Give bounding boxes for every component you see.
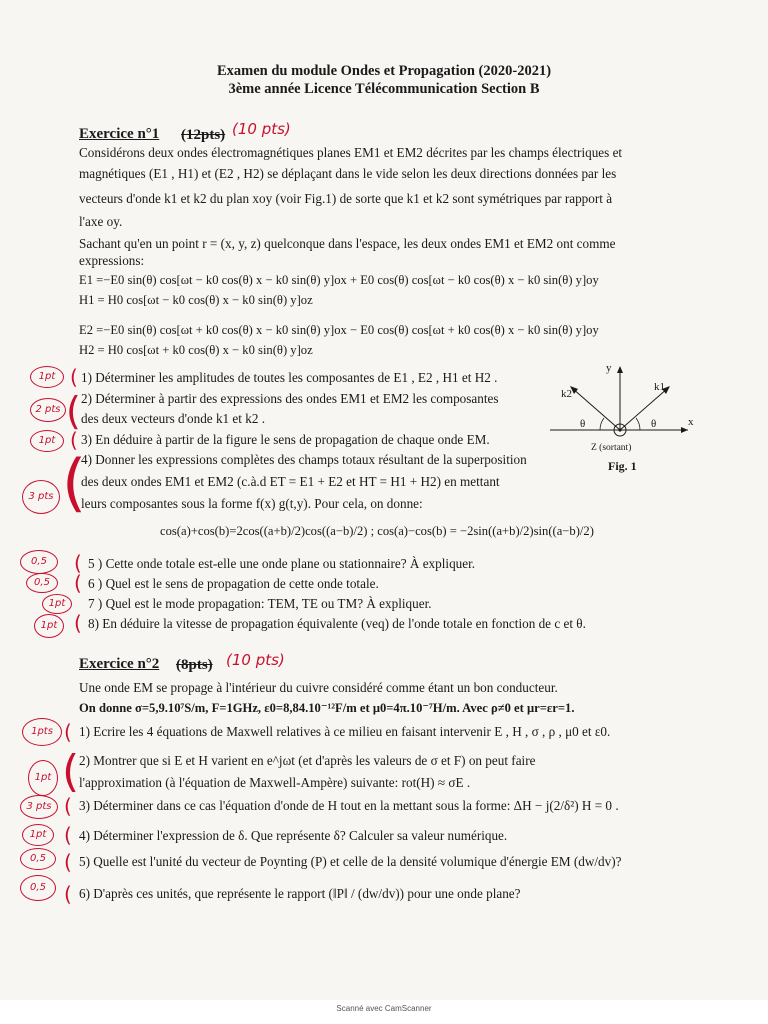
theta-arc-right [636,418,640,430]
equation-h1: H1 = H0 cos[ωt − k0 cos(θ) x − k0 sin(θ) y]oz [79,293,313,307]
z-axis-dot [618,428,621,431]
mark-ex2-q1: 1pts [22,718,62,746]
ex2-given-values: On donne σ=5,9.10⁷S/m, F=1GHz, ε0=8,84.10⁻¹²F/m et μ0=4π.10⁻⁷H/m. Avec ρ≠0 et μr=εr=1. [79,701,575,715]
mark-ex2-q6: 0,5 [20,875,56,901]
ex1-question-3: 3) En déduire à partir de la figure le sens de propagation de chaque onde EM. [81,432,490,447]
ex1-question-4-line-2: des deux ondes EM1 et EM2 (c.à.d ET = E1 + E2 et HT = H1 + H2) en mettant [81,474,500,489]
fig-label-k2: k2 [561,388,572,400]
ex1-question-4-line-1: 4) Donner les expressions complètes des champs totaux résultant de la superposition [81,452,527,467]
mark-ex2-q5: 0,5 [20,848,56,870]
ex2-question-5: 5) Quelle est l'unité du vecteur de Poynting (P) et celle de la densité volumique d'énergie EM (dw/dv)? [79,854,622,869]
mark-ex1-q1: 1pt [30,366,64,388]
scanner-footer: Scanné avec CamScanner [336,1004,432,1013]
mark-ex1-q7: 1pt [42,594,72,614]
ex1-question-2-line-2: des deux vecteurs d'onde k1 et k2 . [81,411,266,426]
mark-ex1-q6: 0,5 [26,573,58,593]
ex1-paragraph-line-1: Considérons deux ondes électromagnétiques planes EM1 et EM2 décrites par les champs électriques et [79,145,623,160]
fig-label-y: y [606,362,612,374]
mark-ex2-q4: 1pt [22,824,54,846]
fig-label-x: x [688,416,694,428]
ex1-question-2-line-1: 2) Déterminer à partir des expressions des ondes EM1 et EM2 les composantes [81,391,499,406]
red-parenthesis: ( [70,428,78,452]
theta-arc-left [600,418,604,430]
ex2-question-2-line-1: 2) Montrer que si E et H varient en e^jωt (et d'après les valeurs de σ et F) on peut faire [79,753,536,768]
red-parenthesis: ( [74,611,82,635]
fig-label-z: Z (sortant) [591,443,632,453]
red-parenthesis: ( [64,850,72,874]
exam-subtitle: 3ème année Licence Télécommunication Section B [228,81,540,97]
mark-ex2-q3: 3 pts [20,795,58,819]
red-parenthesis: ( [66,389,81,433]
equation-e1: E1 =−E0 sin(θ) cos[ωt − k0 cos(θ) x − k0 sin(θ) y]ox + E0 cos(θ) cos[ωt − k0 cos(θ) x − k0 sin(θ) y]oy [79,273,599,287]
red-parenthesis: ( [62,446,87,519]
red-parenthesis: ( [64,794,72,818]
ex1-question-7: 7 ) Quel est le mode propagation: TEM, TE ou TM? À expliquer. [88,596,432,611]
mark-ex1-q4: 3 pts [22,480,60,514]
red-parenthesis: ( [74,551,82,575]
ex1-paragraph-line-5: Sachant qu'en un point r = (x, y, z) quelconque dans l'espace, les deux ondes EM1 et EM2 ont comme [79,236,616,251]
ex1-paragraph-line-2: magnétiques (E1 , H1) et (E2 , H2) se déplaçant dans le vide selon les deux directions données par les [79,166,617,181]
trig-identities: cos(a)+cos(b)=2cos((a+b)/2)cos((a−b)/2) ; cos(a)−cos(b) = −2sin((a+b)/2)sin((a−b)/2) [160,524,594,538]
ex2-question-1: 1) Ecrire les 4 équations de Maxwell relatives à ce milieu en faisant intervenir E , H , σ , ρ , μ0 et ε0. [79,724,611,739]
ex2-paragraph-line-1: Une onde EM se propage à l'intérieur du cuivre considéré comme étant un bon conducteur. [79,680,558,695]
mark-ex2-q2: 1pt [28,760,58,796]
equation-e2: E2 =−E0 sin(θ) cos[ωt + k0 cos(θ) x − k0 sin(θ) y]ox − E0 cos(θ) cos[ωt + k0 cos(θ) x − k0 sin(θ) y]oy [79,323,599,337]
red-parenthesis: ( [62,746,80,797]
fig-label-k1: k1 [654,381,665,393]
ex1-question-5: 5 ) Cette onde totale est-elle une onde plane ou stationnaire? À expliquer. [88,556,476,571]
ex2-question-4: 4) Déterminer l'expression de δ. Que représente δ? Calculer sa valeur numérique. [79,828,508,843]
exercise-1-original-points: (12pts) [181,127,226,143]
y-axis-arrowhead [617,366,623,373]
ex2-question-2-line-2: l'approximation (à l'équation de Maxwell-Ampère) suivante: rot(H) ≈ σE . [79,775,471,790]
k1-vector [620,388,668,430]
ex1-paragraph-line-4: l'axe oy. [79,214,123,229]
x-axis-arrowhead [681,427,688,433]
ex1-question-1: 1) Déterminer les amplitudes de toutes les composantes de E1 , E2 , H1 et H2 . [81,370,498,385]
fig-caption: Fig. 1 [608,459,637,473]
red-parenthesis: ( [64,882,72,906]
red-parenthesis: ( [64,720,72,744]
exercise-1-new-points: (10 pts) [232,120,291,138]
red-parenthesis: ( [74,571,82,595]
exam-title: Examen du module Ondes et Propagation (2020-2021) [216,63,552,79]
equation-h2: H2 = H0 cos[ωt + k0 cos(θ) x − k0 sin(θ) y]oz [79,343,313,357]
mark-ex1-q3: 1pt [30,430,64,452]
mark-ex1-q5: 0,5 [20,550,58,574]
ex1-question-4-line-3: leurs composantes sous la forme f(x) g(t,y). Pour cela, on donne: [81,496,423,511]
mark-ex1-q2: 2 pts [30,398,66,422]
ex2-question-3: 3) Déterminer dans ce cas l'équation d'onde de H tout en la mettant sous la forme: ΔH − j(2/δ²) H = 0 . [79,798,619,813]
ex1-question-8: 8) En déduire la vitesse de propagation équivalente (veq) de l'onde totale en fonction de c et θ. [88,616,586,631]
exercise-2-title: Exercice n°2 [79,656,160,672]
fig-label-theta-right: θ [651,418,657,430]
figure-1-diagram [540,360,700,470]
ex1-paragraph-line-3: vecteurs d'onde k1 et k2 du plan xoy (voir Fig.1) de sorte que k1 et k2 sont symétriques par rapport à [79,191,613,206]
red-parenthesis: ( [70,365,78,389]
exercise-2-original-points: (8pts) [176,657,213,673]
ex1-paragraph-line-6: expressions: [79,253,145,268]
mark-ex1-q8: 1pt [34,614,64,638]
fig-label-theta-left: θ [580,418,586,430]
red-parenthesis: ( [64,823,72,847]
ex1-question-6: 6 ) Quel est le sens de propagation de cette onde totale. [88,576,379,591]
ex2-question-6: 6) D'après ces unités, que représente le rapport (‖P‖ / (dw/dv)) pour une onde plane? [79,886,521,901]
exercise-1-title: Exercice n°1 [79,126,160,142]
exercise-2-new-points: (10 pts) [226,651,285,669]
